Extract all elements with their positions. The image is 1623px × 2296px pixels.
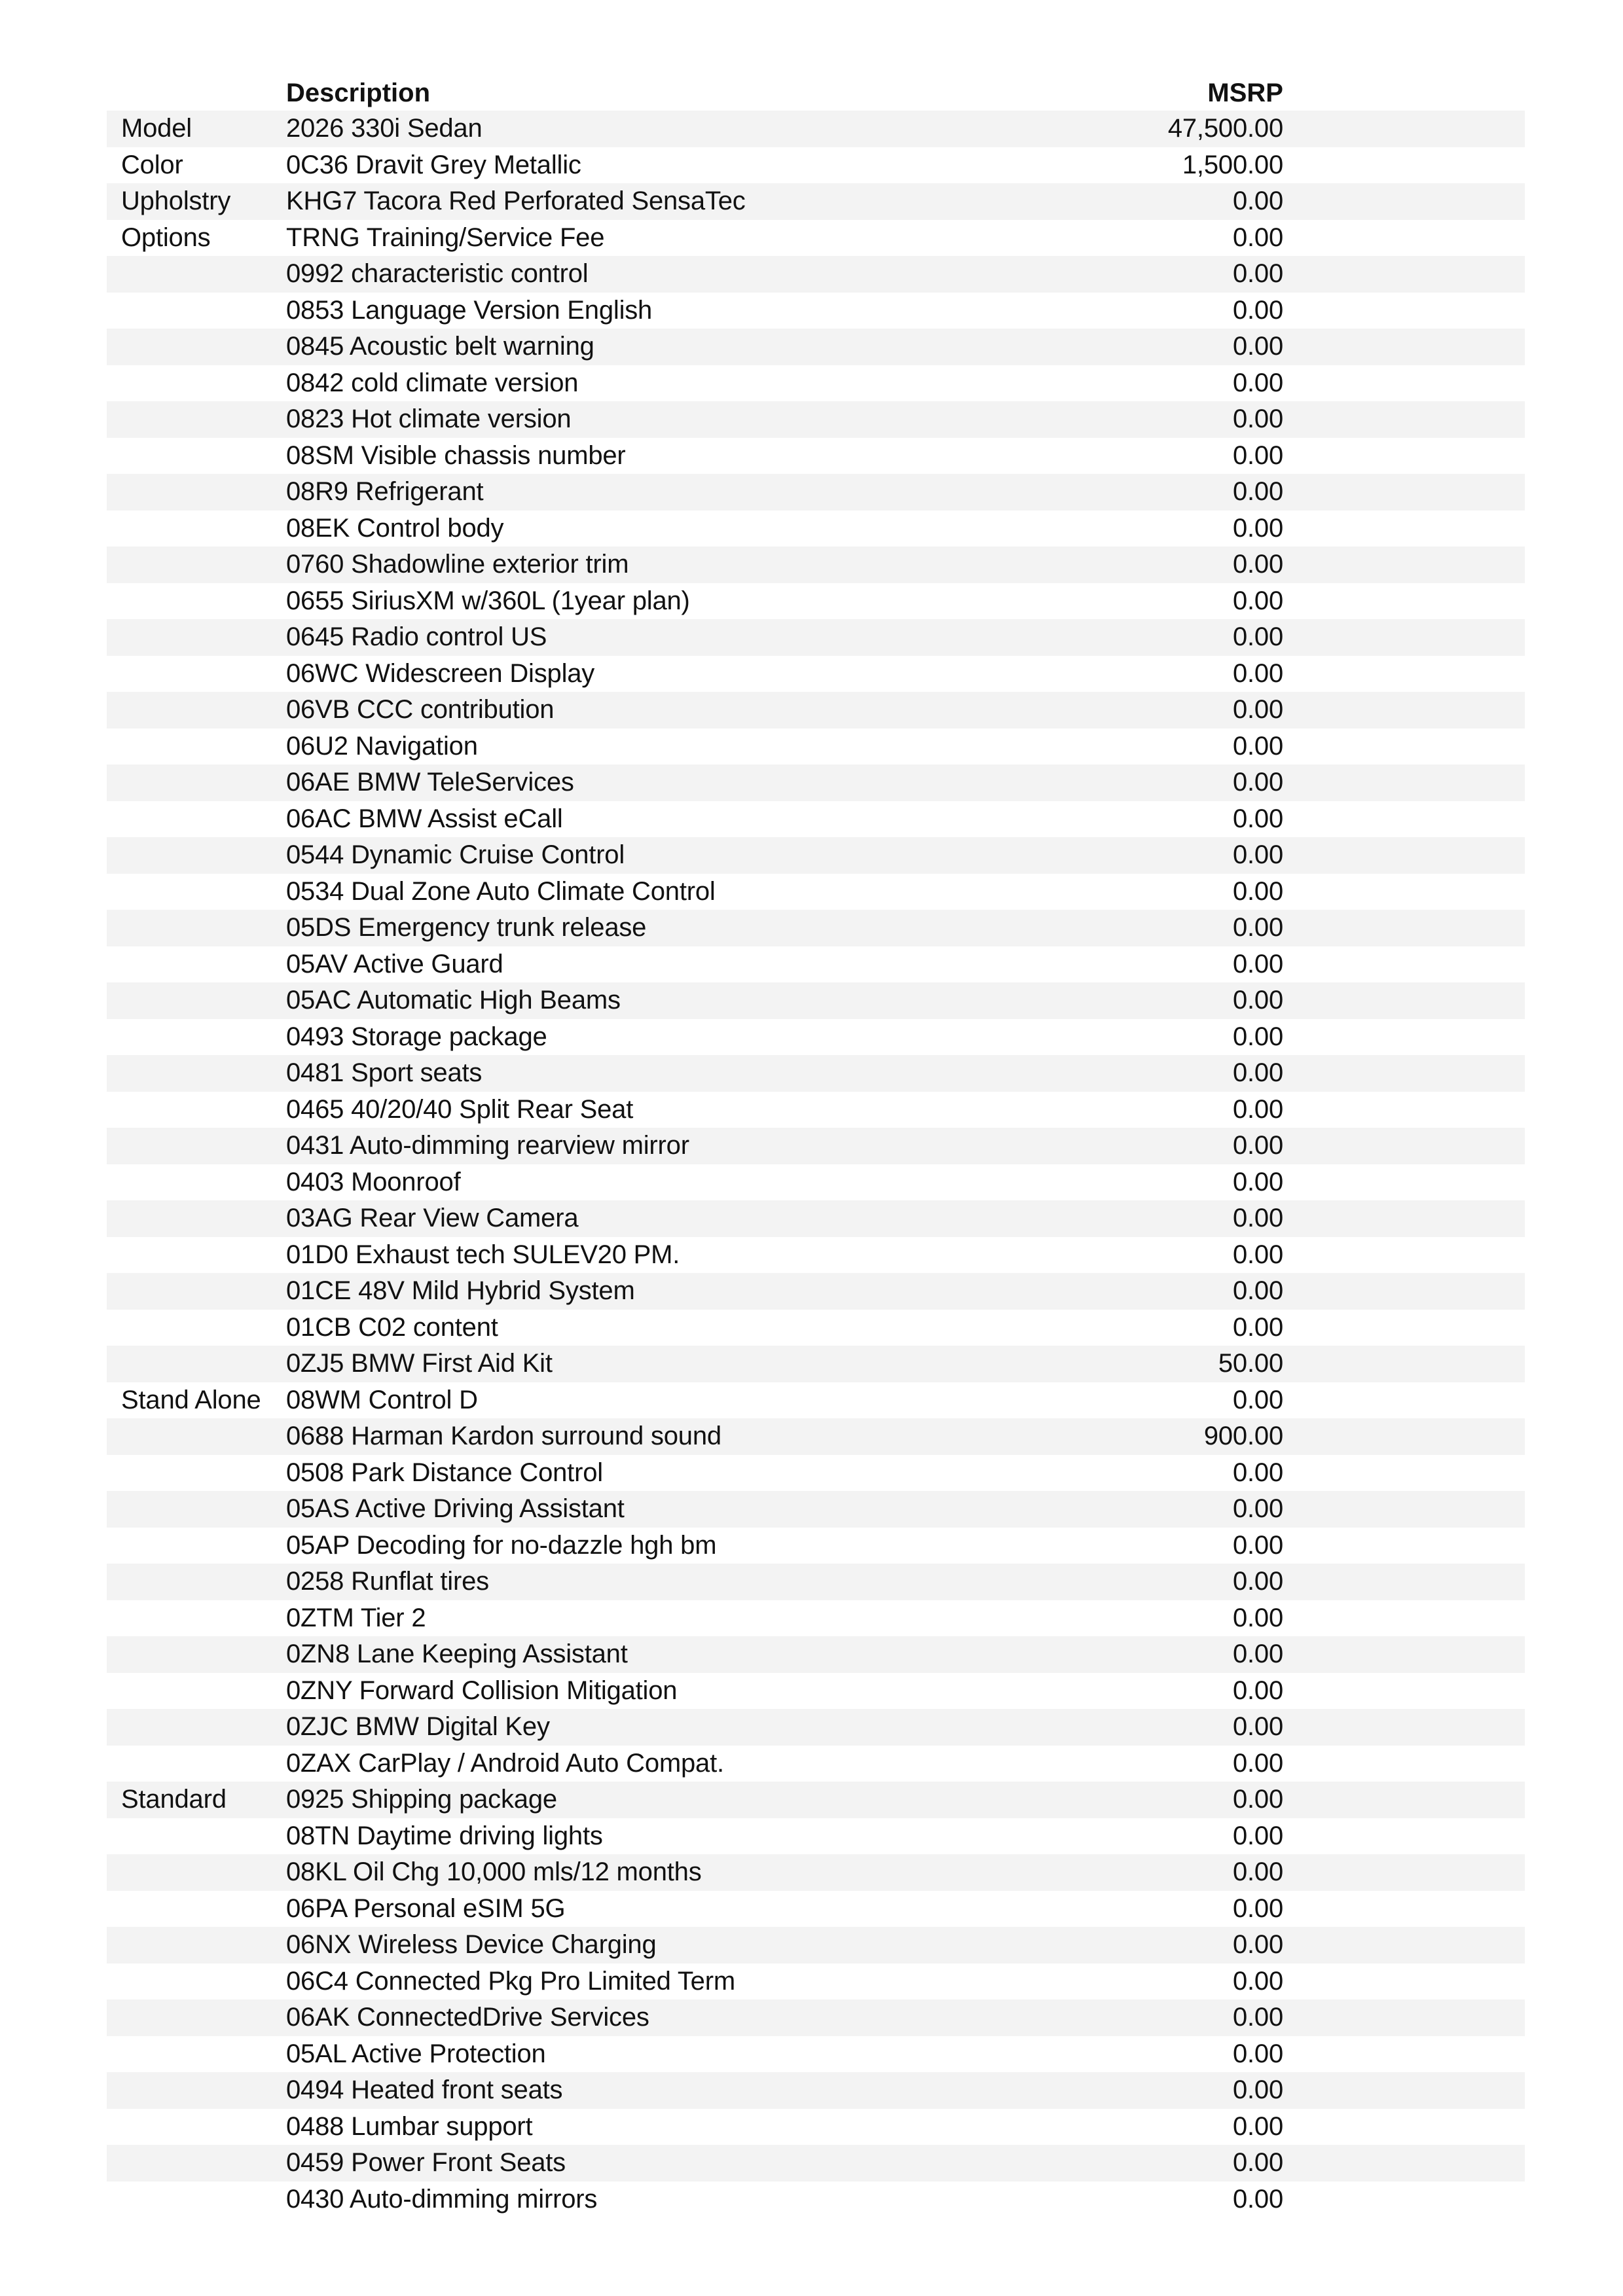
row-msrp: 0.00	[1232, 1893, 1283, 1923]
row-msrp: 0.00	[1232, 295, 1283, 325]
row-description: 0842 cold climate version	[286, 368, 579, 397]
row-msrp: 0.00	[1232, 2111, 1283, 2141]
row-description: 0459 Power Front Seats	[286, 2148, 566, 2177]
row-description: 0465 40/20/40 Split Rear Seat	[286, 1094, 634, 1124]
row-category: Standard	[121, 1785, 227, 1814]
row-description: 01CE 48V Mild Hybrid System	[286, 1276, 635, 1305]
row-description: 03AG Rear View Camera	[286, 1204, 579, 1232]
row-description: 05AP Decoding for no-dazzle hgh bm	[286, 1530, 717, 1560]
table-row	[107, 2000, 1525, 2036]
row-msrp: 0.00	[1232, 1966, 1283, 1996]
table-row	[107, 1891, 1525, 1928]
row-description: 0488 Lumbar support	[286, 2111, 533, 2141]
row-description: 0403 Moonroof	[286, 1167, 461, 1196]
row-description: 0494 Heated front seats	[286, 2075, 563, 2104]
row-category: Upholstry	[121, 187, 231, 215]
table-row	[107, 1927, 1525, 1964]
table-row	[107, 1310, 1525, 1346]
row-msrp: 0.00	[1232, 986, 1283, 1014]
row-msrp: 0.00	[1232, 731, 1283, 761]
row-msrp: 0.00	[1232, 1312, 1283, 1342]
table-row	[107, 1019, 1525, 1056]
msrp-options-table	[107, 76, 1525, 2217]
row-msrp: 0.00	[1232, 477, 1283, 506]
row-msrp: 0.00	[1232, 658, 1283, 688]
row-description: 06AC BMW Assist eCall	[286, 804, 563, 833]
row-category: Model	[121, 114, 192, 143]
row-msrp: 0.00	[1232, 1131, 1283, 1160]
table-row	[107, 2181, 1525, 2218]
table-row	[107, 946, 1525, 983]
row-msrp: 0.00	[1232, 586, 1283, 615]
table-row	[107, 1636, 1525, 1673]
row-category: Stand Alone	[121, 1385, 261, 1414]
table-row	[107, 583, 1525, 620]
row-msrp: 0.00	[1232, 2075, 1283, 2104]
row-category: Options	[121, 223, 211, 252]
row-msrp: 0.00	[1232, 876, 1283, 906]
table-row	[107, 547, 1525, 583]
table-row	[107, 401, 1525, 438]
row-msrp: 0.00	[1232, 1385, 1283, 1414]
table-row	[107, 2072, 1525, 2109]
row-description: 0430 Auto-dimming mirrors	[286, 2184, 598, 2214]
row-description: 01D0 Exhaust tech SULEV20 PM.	[286, 1240, 680, 1269]
table-row	[107, 1164, 1525, 1201]
row-description: 0C36 Dravit Grey Metallic	[286, 150, 581, 179]
row-description: 01CB C02 content	[286, 1312, 498, 1342]
row-msrp: 0.00	[1232, 1022, 1283, 1051]
row-msrp: 0.00	[1232, 1204, 1283, 1232]
row-description: 05DS Emergency trunk release	[286, 913, 647, 942]
row-description: 0544 Dynamic Cruise Control	[286, 840, 625, 869]
row-msrp: 0.00	[1232, 1276, 1283, 1305]
row-description: 0760 Shadowline exterior trim	[286, 550, 629, 579]
table-row	[107, 329, 1525, 365]
row-description: 05AL Active Protection	[286, 2039, 546, 2068]
row-msrp: 0.00	[1232, 1094, 1283, 1124]
header-msrp: MSRP	[1207, 79, 1283, 107]
row-description: 05AV Active Guard	[286, 949, 503, 978]
row-msrp: 1,500.00	[1182, 150, 1283, 179]
table-row	[107, 2036, 1525, 2073]
row-description: 06AK ConnectedDrive Services	[286, 2003, 649, 2032]
row-msrp: 0.00	[1232, 1712, 1283, 1741]
table-row	[107, 801, 1525, 838]
table-row	[107, 728, 1525, 765]
row-msrp: 0.00	[1232, 223, 1283, 252]
row-msrp: 0.00	[1232, 840, 1283, 869]
row-description: 0853 Language Version English	[286, 295, 653, 325]
row-msrp: 0.00	[1232, 1857, 1283, 1886]
row-msrp: 0.00	[1232, 1821, 1283, 1850]
row-description: 0925 Shipping package	[286, 1785, 557, 1814]
row-msrp: 0.00	[1232, 1240, 1283, 1269]
table-row	[107, 438, 1525, 475]
table-row	[107, 692, 1525, 728]
row-msrp: 0.00	[1232, 404, 1283, 433]
row-description: 05AS Active Driving Assistant	[286, 1494, 625, 1523]
table-row	[107, 874, 1525, 910]
row-description: 06PA Personal eSIM 5G	[286, 1893, 566, 1923]
row-msrp: 0.00	[1232, 1458, 1283, 1487]
table-row	[107, 982, 1525, 1019]
row-msrp: 0.00	[1232, 1058, 1283, 1087]
table-row	[107, 147, 1525, 184]
table-row	[107, 1528, 1525, 1564]
row-description: 08TN Daytime driving lights	[286, 1821, 603, 1850]
table-row	[107, 220, 1525, 257]
row-category: Color	[121, 150, 183, 179]
row-msrp: 0.00	[1232, 2039, 1283, 2068]
table-row	[107, 511, 1525, 547]
table-row	[107, 1200, 1525, 1237]
row-msrp: 0.00	[1232, 913, 1283, 942]
row-msrp: 0.00	[1232, 2184, 1283, 2214]
table-row	[107, 1273, 1525, 1310]
row-description: 0258 Runflat tires	[286, 1567, 489, 1596]
row-msrp: 0.00	[1232, 768, 1283, 797]
row-description: 0845 Acoustic belt warning	[286, 332, 594, 361]
table-row	[107, 293, 1525, 329]
row-description: 06NX Wireless Device Charging	[286, 1930, 657, 1959]
row-msrp: 47,500.00	[1167, 114, 1283, 143]
row-description: 0823 Hot climate version	[286, 404, 572, 433]
table-row	[107, 1854, 1525, 1891]
table-row	[107, 837, 1525, 874]
row-msrp: 50.00	[1218, 1349, 1283, 1378]
row-msrp: 0.00	[1232, 1785, 1283, 1814]
table-row	[107, 1237, 1525, 1274]
row-msrp: 0.00	[1232, 2003, 1283, 2032]
row-description: KHG7 Tacora Red Perforated SensaTec	[286, 187, 746, 215]
row-description: 08R9 Refrigerant	[286, 477, 484, 506]
row-description: 08EK Control body	[286, 513, 504, 543]
table-row	[107, 183, 1525, 220]
row-description: 0ZJC BMW Digital Key	[286, 1712, 550, 1741]
row-description: 0ZJ5 BMW First Aid Kit	[286, 1349, 553, 1378]
row-msrp: 0.00	[1232, 1167, 1283, 1196]
row-description: 08WM Control D	[286, 1385, 478, 1414]
row-description: 06VB CCC contribution	[286, 695, 555, 724]
table-body	[107, 111, 1525, 2217]
row-msrp: 0.00	[1232, 1603, 1283, 1632]
table-row	[107, 365, 1525, 402]
row-description: 0ZTM Tier 2	[286, 1603, 426, 1632]
table-row	[107, 1746, 1525, 1782]
table-row	[107, 764, 1525, 801]
row-description: 0481 Sport seats	[286, 1058, 483, 1087]
row-msrp: 900.00	[1203, 1422, 1283, 1450]
row-description: 0992 characteristic control	[286, 259, 589, 288]
table-row	[107, 1818, 1525, 1855]
row-msrp: 0.00	[1232, 259, 1283, 288]
table-row	[107, 111, 1525, 147]
row-description: 06U2 Navigation	[286, 731, 478, 761]
row-description: 0ZAX CarPlay / Android Auto Compat.	[286, 1748, 724, 1778]
row-description: 05AC Automatic High Beams	[286, 986, 621, 1014]
table-row	[107, 1491, 1525, 1528]
table-row	[107, 656, 1525, 692]
table-row	[107, 1455, 1525, 1492]
row-description: 0493 Storage package	[286, 1022, 547, 1051]
row-description: 0ZN8 Lane Keeping Assistant	[286, 1640, 628, 1668]
row-msrp: 0.00	[1232, 550, 1283, 579]
row-description: 08SM Visible chassis number	[286, 440, 626, 470]
row-msrp: 0.00	[1232, 622, 1283, 651]
row-msrp: 0.00	[1232, 187, 1283, 215]
table-row	[107, 1346, 1525, 1382]
row-msrp: 0.00	[1232, 1567, 1283, 1596]
row-description: 0645 Radio control US	[286, 622, 547, 651]
table-row	[107, 1092, 1525, 1128]
row-msrp: 0.00	[1232, 1748, 1283, 1778]
table-row	[107, 1418, 1525, 1455]
row-msrp: 0.00	[1232, 2148, 1283, 2177]
table-row	[107, 910, 1525, 946]
table-row	[107, 2109, 1525, 2145]
row-msrp: 0.00	[1232, 440, 1283, 470]
row-description: 0508 Park Distance Control	[286, 1458, 603, 1487]
table-row	[107, 1382, 1525, 1419]
row-msrp: 0.00	[1232, 332, 1283, 361]
row-msrp: 0.00	[1232, 949, 1283, 978]
row-description: 0431 Auto-dimming rearview mirror	[286, 1131, 689, 1160]
table-row	[107, 1055, 1525, 1092]
row-description: 2026 330i Sedan	[286, 114, 483, 143]
table-row	[107, 1128, 1525, 1164]
table-row	[107, 619, 1525, 656]
row-msrp: 0.00	[1232, 1494, 1283, 1523]
table-row	[107, 1600, 1525, 1637]
row-description: 06C4 Connected Pkg Pro Limited Term	[286, 1966, 735, 1996]
row-description: 0688 Harman Kardon surround sound	[286, 1422, 721, 1450]
row-description: 0ZNY Forward Collision Mitigation	[286, 1676, 678, 1705]
table-row	[107, 256, 1525, 293]
table-row	[107, 1964, 1525, 2000]
row-description: 0534 Dual Zone Auto Climate Control	[286, 876, 716, 906]
table-header	[107, 76, 1525, 111]
row-msrp: 0.00	[1232, 1640, 1283, 1668]
row-description: TRNG Training/Service Fee	[286, 223, 605, 252]
row-description: 06AE BMW TeleServices	[286, 768, 574, 797]
row-msrp: 0.00	[1232, 1530, 1283, 1560]
row-msrp: 0.00	[1232, 513, 1283, 543]
table-row	[107, 1673, 1525, 1710]
row-description: 0655 SiriusXM w/360L (1year plan)	[286, 586, 690, 615]
row-description: 06WC Widescreen Display	[286, 658, 595, 688]
header-description: Description	[286, 79, 431, 107]
row-msrp: 0.00	[1232, 1930, 1283, 1959]
table-row	[107, 2145, 1525, 2181]
row-msrp: 0.00	[1232, 804, 1283, 833]
row-msrp: 0.00	[1232, 1676, 1283, 1705]
table-row	[107, 1782, 1525, 1818]
row-description: 08KL Oil Chg 10,000 mls/12 months	[286, 1857, 702, 1886]
row-msrp: 0.00	[1232, 368, 1283, 397]
row-msrp: 0.00	[1232, 695, 1283, 724]
table-row	[107, 1709, 1525, 1746]
table-row	[107, 474, 1525, 511]
table-row	[107, 1564, 1525, 1600]
